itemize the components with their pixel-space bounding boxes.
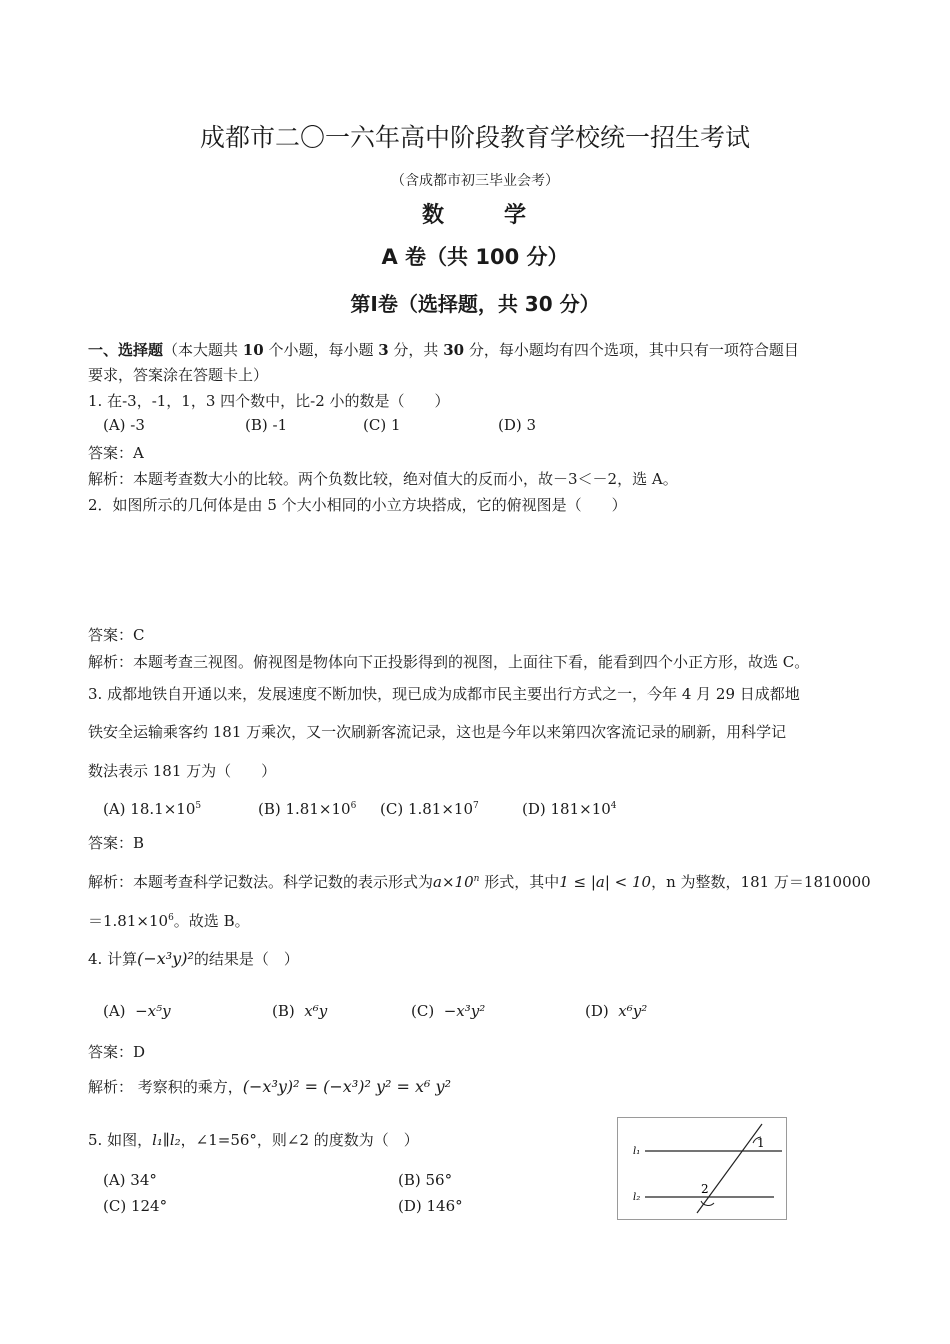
q3-option-c: (C) $1.81\times 10^7$: [380, 800, 479, 818]
paper-a-heading: A 卷（共 100 分）: [381, 245, 569, 269]
q3-option-a: (A) $18.1\times 10^5$: [103, 800, 202, 818]
range-condition: 1 ≤ |a| < 10: [559, 873, 652, 891]
section1-intro-line2: 要求，答案涂在答题卡上）: [88, 366, 269, 384]
intro-text: 分，共: [388, 341, 444, 359]
intro-count: 10: [242, 341, 264, 359]
intro-text: 个小题，每小题: [263, 341, 379, 359]
intro-text: 分，每小题均有四个选项，其中只有一项符合题目: [464, 341, 799, 359]
q4-option-d: (D) x⁶y²: [585, 1002, 648, 1020]
intro-points: 3: [378, 341, 389, 359]
q1-option-b: (B) -1: [245, 416, 288, 434]
q3-stem-line3: 数法表示 181 万为（ ）: [88, 762, 277, 780]
q3-stem-line1: 3. 成都地铁自开通以来，发展速度不断加快，现已成为成都市民主要出行方式之一，今年 4 月 29 日成都地: [88, 685, 800, 703]
q4-expression: (−x³y)²: [137, 949, 194, 968]
q5-option-c: (C) 124°: [103, 1197, 168, 1215]
q4-answer: 答案：D: [88, 1043, 146, 1061]
intro-text: （本大题共: [163, 341, 243, 359]
parallel-lines: l₁∥l₂: [152, 1131, 181, 1149]
section1-heading: 一、选择题: [88, 341, 164, 359]
label-l2: l₂: [633, 1192, 641, 1203]
q4-option-c: (C) −x³y²: [411, 1002, 486, 1020]
subject-char-right: 学: [504, 203, 529, 228]
q3-option-d: (D) $181\times 10^4$: [522, 800, 617, 818]
exam-subtitle: （含成都市初三毕业会考）: [391, 173, 559, 189]
q1-option-d: (D) 3: [498, 416, 537, 434]
subject-char-left: 数: [421, 203, 446, 228]
q5-parallel-lines-figure: [617, 1117, 787, 1220]
q4-stem: 4. 计算(−x³y)²的结果是（ ）: [88, 949, 299, 968]
q5-option-b: (B) 56°: [398, 1171, 453, 1189]
q1-analysis: 解析：本题考查数大小的比较。两个负数比较，绝对值大的反而小，故－3＜－2，选 A。: [88, 470, 678, 488]
q5-stem: 5. 如图，l₁∥l₂，∠1=56°，则∠2 的度数为（ ）: [88, 1131, 419, 1149]
section1-intro: [88, 339, 799, 360]
q3-answer: 答案：B: [88, 834, 145, 852]
q5-option-a: (A) 34°: [103, 1171, 157, 1189]
q1-stem: 1. 在-3，-1，1，3 四个数中，比-2 小的数是（ ）: [88, 392, 450, 410]
subject-title: [0, 198, 950, 229]
q2-analysis: 解析：本题考查三视图。俯视图是物体向下正投影得到的视图，上面往下看，能看到四个小正方形，故选 C。: [88, 653, 810, 671]
q1-option-c: (C) 1: [363, 416, 401, 434]
q5-option-d: (D) 146°: [398, 1197, 463, 1215]
q2-answer: 答案：C: [88, 626, 145, 644]
q3-stem-line2: 铁安全运输乘客约 181 万乘次，又一次刷新客流记录，这也是今年以来第四次客流记录的刷新，用科学记: [88, 723, 787, 741]
exam-title: 成都市二〇一六年高中阶段教育学校统一招生考试: [199, 123, 750, 152]
figure-frame: [618, 1118, 787, 1220]
q4-analysis-expression: (−x³y)² = (−x³)² y² = x⁶ y²: [242, 1077, 451, 1096]
intro-total: 30: [443, 341, 465, 359]
sci-notation-formula: $a\times 10^n$: [433, 873, 480, 891]
q4-option-a: (A) −x⁵y: [103, 1002, 171, 1020]
q4-analysis: 解析： 考察积的乘方，(−x³y)² = (−x³)² y² = x⁶ y²: [88, 1077, 451, 1096]
q4-option-b: (B) x⁶y: [272, 1002, 328, 1020]
part1-heading: 第Ⅰ卷（选择题，共 30 分）: [350, 292, 600, 316]
label-angle1: 1: [757, 1136, 765, 1150]
q1-answer: 答案：A: [88, 444, 144, 462]
q2-stem: 2．如图所示的几何体是由 5 个大小相同的小立方块搭成，它的俯视图是（ ）: [88, 496, 627, 514]
q3-analysis-line2: $=1.81\times 10^6$。故选 B。: [88, 912, 250, 930]
q3-analysis-line1: 解析：本题考查科学记数法。科学记数的表示形式为$a\times 10^n$ 形式，其中1 ≤ |a| < 10，n 为整数，181 万＝1810000: [88, 873, 871, 891]
q3-option-b: (B) $1.81\times 10^6$: [258, 800, 357, 818]
label-l1: l₁: [633, 1146, 641, 1157]
label-angle2: 2: [701, 1182, 709, 1196]
q1-option-a: (A) -3: [103, 416, 145, 434]
